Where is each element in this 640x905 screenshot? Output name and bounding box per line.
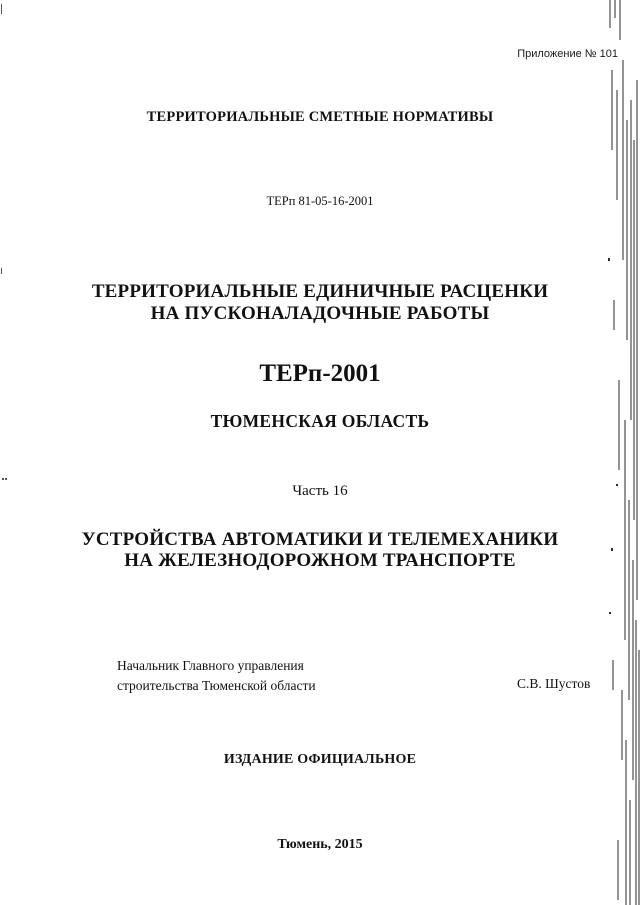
scan-edge-noise	[606, 0, 640, 905]
main-title-line-1: ТЕРРИТОРИАЛЬНЫЕ ЕДИНИЧНЫЕ РАСЦЕНКИ	[91, 281, 549, 302]
region-title: ТЮМЕНСКАЯ ОБЛАСТЬ	[210, 411, 430, 431]
series-title: ТЕРРИТОРИАЛЬНЫЕ СМЕТНЫЕ НОРМАТИВЫ	[146, 109, 494, 125]
part-number: Часть 16	[292, 483, 348, 499]
edition-label: ИЗДАНИЕ ОФИЦИАЛЬНОЕ	[223, 752, 417, 767]
scan-left-noise	[0, 0, 10, 905]
main-title-line-2: НА ПУСКОНАЛАДОЧНЫЕ РАБОТЫ	[150, 303, 490, 324]
signatory-position-line-1: Начальник Главного управления	[117, 658, 304, 673]
city-year: Тюмень, 2015	[277, 837, 363, 852]
signatory-position	[117, 656, 316, 696]
subtitle-line-2: НА ЖЕЛЕЗНОДОРОЖНОМ ТРАНСПОРТЕ	[124, 550, 516, 571]
signatory-name: С.В. Шустов	[517, 676, 591, 691]
signatory-position-line-2: строительства Тюменской области	[117, 678, 316, 693]
subtitle-line-1: УСТРОЙСТВА АВТОМАТИКИ И ТЕЛЕМЕХАНИКИ	[81, 529, 559, 550]
appendix-label: Приложение № 101	[517, 48, 618, 60]
document-code: ТЕРп 81-05-16-2001	[266, 194, 374, 208]
short-title: ТЕРп-2001	[259, 360, 381, 387]
